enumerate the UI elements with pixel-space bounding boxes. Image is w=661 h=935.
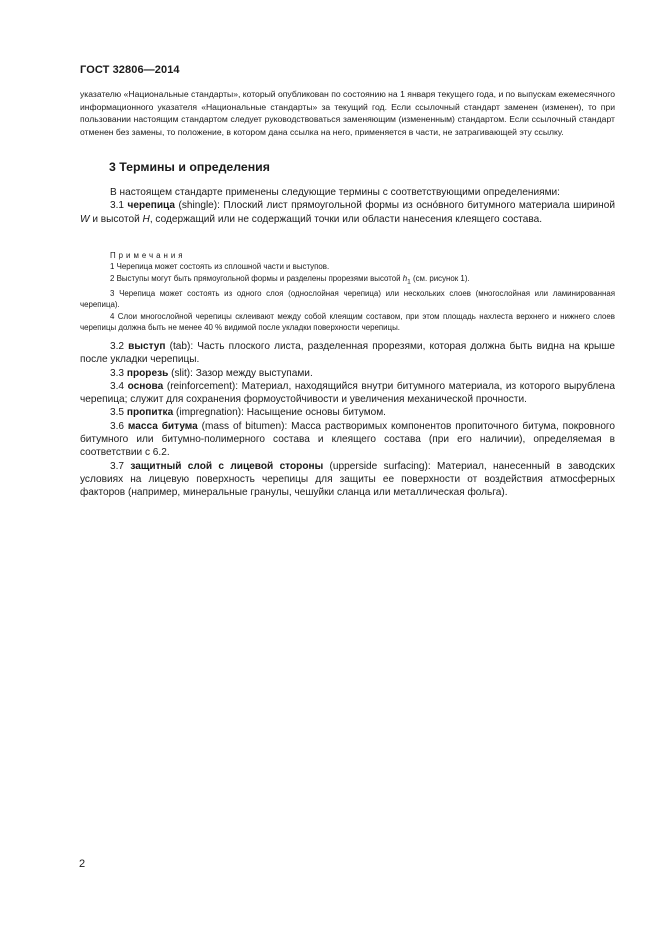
definition-text: и высотой: [89, 213, 143, 225]
width-symbol: W: [80, 213, 90, 225]
definition-3-6: [80, 420, 615, 460]
definition-text: (upperside surfacing): Материал, нанесенный в заводских условиях на лицевую поверхность черепицы для защиты ее поверхности от воздействия атмосферных факторов (например, минеральные гранулы, чешуйки сланца или металлическая фольга).: [80, 460, 615, 499]
definition-number: 3.4: [110, 380, 125, 392]
definition-3-3: [80, 367, 615, 380]
definition-number: 3.2: [110, 341, 125, 352]
definition-number: 3.5: [110, 407, 125, 419]
slit-height-symbol: h: [402, 273, 408, 283]
note-3: 3 Черепица может состоять из одного слоя (однослойная черепица) или нескольких слоев (многослойная или ламинированная черепица).: [80, 288, 615, 310]
definition-3-4: [80, 380, 615, 407]
definition-text: (tab): Часть плоского листа, разделенная прорезями, которая должна быть видна на крыше после укладки черепицы.: [80, 341, 616, 366]
section-title: 3 Термины и определения: [109, 160, 270, 174]
definition-3-2: [80, 340, 615, 367]
definition-number: 3.1: [110, 200, 125, 212]
definition-3-7: [80, 460, 615, 500]
definition-text: (reinforcement): Материал, находящийся внутри битумного материала, из которого вырублена черепица; служит для сохранения формоустойчивости и увеличения механической прочности.: [80, 380, 615, 406]
definition-text: (shingle): Плоский лист прямоугольной формы из оснóвного битумного материала шириной: [175, 200, 615, 212]
definition-term: защитный слой с лицевой стороны: [130, 460, 324, 472]
definition-number: 3.7: [110, 460, 125, 472]
definition-number: 3.6: [110, 420, 125, 432]
definitions-block-1: [80, 186, 615, 226]
definition-text: (slit): Зазор между выступами.: [168, 367, 313, 379]
definition-text: , содержащий или не содержащий точки или области нанесения клеящего состава.: [149, 213, 543, 225]
definition-term: масса битума: [127, 420, 198, 432]
definition-term: основа: [127, 380, 164, 392]
note-text: 2 Выступы могут быть прямоугольной формы и разделены прорезями высотой: [110, 273, 403, 283]
definition-number: 3.3: [110, 367, 125, 379]
definition-term: пропитка: [126, 407, 174, 419]
note-text: (см. рисунок 1).: [410, 273, 470, 283]
intro-paragraph: указателю «Национальные стандарты», который опубликован по состоянию на 1 января текущего года, и по выпускам ежемесячного информационного указателя «Национальные стандарты» за текущий год. Если ссылочный стандарт заменен (изменен), то при пользовании настоящим стандартом следует руководствоваться заменяющим (измененным) стандартом. Если ссылочный стандарт отменен без замены, то положение, в котором дана ссылка на него, применяется в части, не затрагивающей эту ссылку.: [80, 89, 615, 137]
document-header: ГОСТ 32806—2014: [80, 64, 180, 76]
definitions-block-2: [80, 340, 615, 500]
notes-block: [80, 250, 615, 333]
lead-paragraph: В настоящем стандарте применены следующие термины с соответствующими определениями:: [110, 187, 560, 198]
definition-term: черепица: [127, 200, 175, 212]
definition-term: выступ: [128, 341, 166, 352]
height-symbol: H: [142, 213, 150, 225]
notes-title: Примечания: [110, 251, 186, 260]
definition-3-1: [80, 199, 615, 226]
page-number: 2: [79, 858, 86, 870]
definition-text: (mass of bitumen): Масса растворимых компонентов пропиточного битума, покровного битумного или битумно-полимерного состава и клеящего состава (при его наличии), определяемая в соответствии с 6.2.: [80, 420, 616, 459]
definition-text: (impregnation): Насыщение основы битумом.: [173, 407, 386, 419]
note-1: 1 Черепица может состоять из сплошной части и выступов.: [110, 262, 330, 272]
subscript: 1: [407, 278, 411, 286]
note-4: 4 Слои многослойной черепицы склеивают между собой клеящим составом, при этом площадь нахлеста верхнего и нижнего слоев черепицы должна быть не менее 40 % видимой после укладки поверхности черепицы.: [80, 311, 615, 333]
definition-term: прорезь: [126, 367, 169, 379]
definition-3-5: [80, 406, 615, 419]
note-2: [80, 273, 615, 288]
